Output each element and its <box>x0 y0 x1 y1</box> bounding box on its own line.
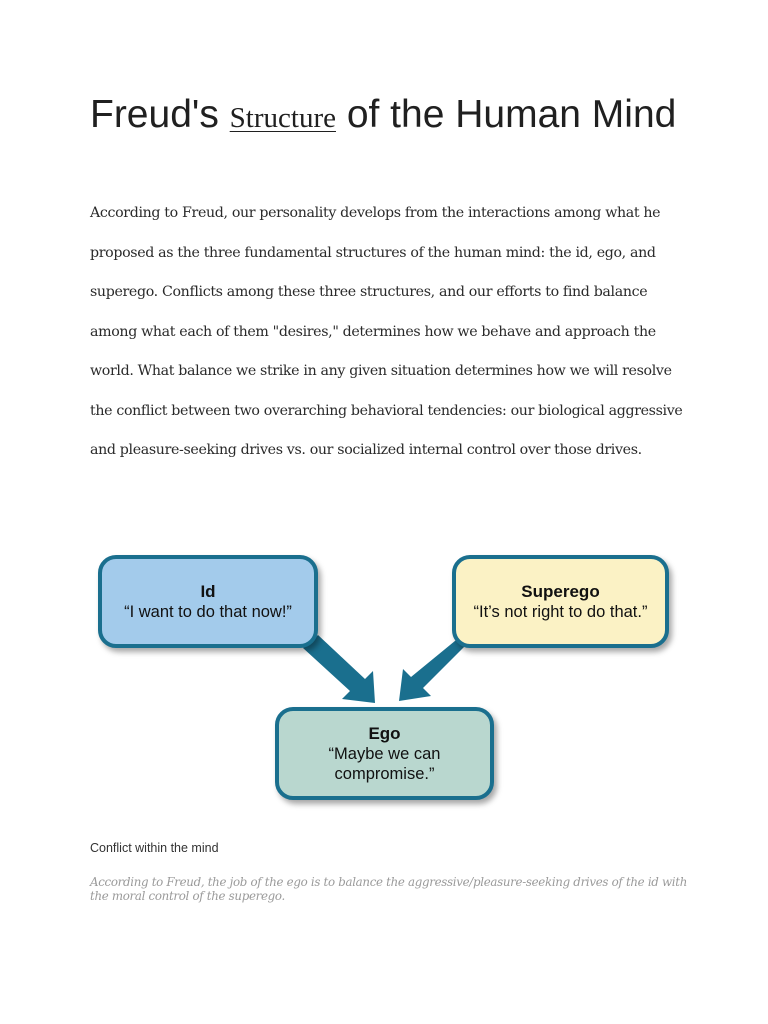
superego-quote: “It’s not right to do that.” <box>473 602 648 621</box>
id-title: Id <box>200 581 216 601</box>
figure-caption: Conflict within the mind <box>90 841 219 855</box>
title-suffix: of the Human Mind <box>335 93 677 136</box>
superego-box <box>452 555 669 648</box>
ego-quote: “Maybe we can compromise.” <box>328 744 441 783</box>
id-quote: “I want to do that now!” <box>124 602 292 621</box>
freud-diagram <box>88 545 688 815</box>
arrow-superego-to-ego <box>399 636 468 701</box>
arrow-id-to-ego <box>303 635 375 703</box>
ego-title: Ego <box>368 723 401 743</box>
page-title <box>90 92 710 141</box>
figure-description: According to Freud, the job of the ego is to balance the aggressive/pleasure-seeking drives of the id with the moral control of the superego. <box>90 875 687 903</box>
title-prefix: Freud's <box>90 93 230 136</box>
structure-link[interactable]: Structure <box>229 102 336 134</box>
superego-title: Superego <box>521 581 600 601</box>
id-box <box>98 555 318 648</box>
intro-paragraph: According to Freud, our personality develops from the interactions among what he proposed as the three fundamental structures of the human mind: the id, ego, and superego. Conflicts among these three structures, and our efforts to find balance among what each of them "desires," determines how we behave and approach the world. What balance we strike in any given situation determines how we will resolve the conflict between two overarching behavioral tendencies: our biological aggressive and pleasure-seeking drives vs. our socialized internal control over those drives. <box>90 205 683 458</box>
ego-box <box>275 707 494 800</box>
